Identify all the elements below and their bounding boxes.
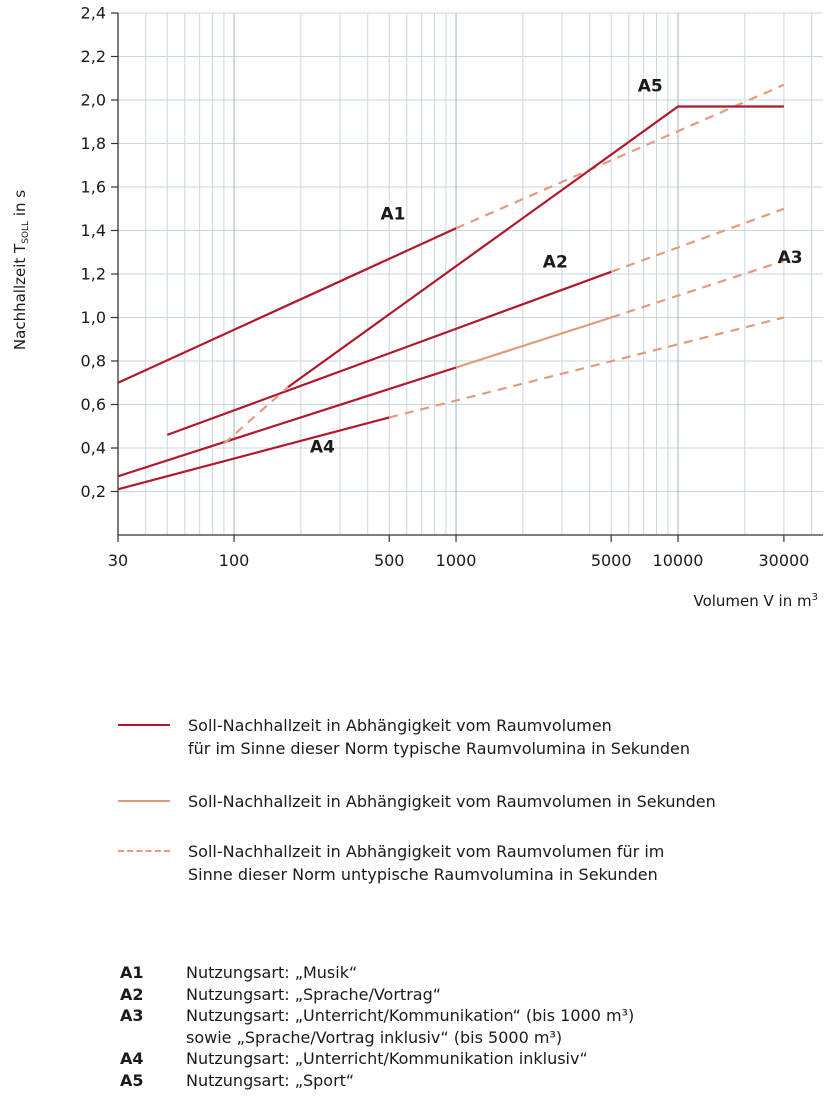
y-tick-label: 0,4 <box>80 438 106 458</box>
series-line-a1-typical <box>118 228 456 382</box>
legend-text-line: für im Sinne dieser Norm typische Raumvolumina in Sekunden <box>188 739 690 758</box>
x-tick-label: 10000 <box>652 551 704 570</box>
usage-description-line: Nutzungsart: „Unterricht/Kommunikation inklusiv“ <box>186 1049 588 1068</box>
series-line-a3-normal <box>456 318 611 368</box>
legend-item <box>118 714 690 760</box>
y-tick-label: 0,2 <box>80 482 106 501</box>
x-axis-title: Volumen V in $m^3$ <box>693 592 818 610</box>
curve-label-a5: A5 <box>637 76 663 97</box>
grid <box>118 13 823 535</box>
curve-label-a1: A1 <box>380 204 406 225</box>
y-tick-label: 2,4 <box>80 3 106 23</box>
y-axis-title: Nachhallzeit $T_{SOLL}$ in s <box>11 189 31 351</box>
legend-text-line: Sinne dieser Norm untypische Raumvolumina in Sekunden <box>188 865 658 884</box>
legend-swatch-typical <box>118 714 170 734</box>
y-tick-label: 0,8 <box>80 351 106 371</box>
legend-text <box>188 790 716 813</box>
x-tick-label: 100 <box>218 551 250 570</box>
usage-description-line: Nutzungsart: „Sport“ <box>186 1070 355 1090</box>
y-tick-label: 2,0 <box>80 90 106 110</box>
x-tick-label: 1000 <box>435 551 477 570</box>
usage-description <box>186 1070 354 1092</box>
x-tick-label: 500 <box>373 551 405 570</box>
y-tick-label: 1,8 <box>80 134 106 153</box>
curve-label-a3: A3 <box>777 248 803 269</box>
usage-description <box>186 984 441 1006</box>
legend-text-line: Soll-Nachhallzeit in Abhängigkeit vom Raumvolumen in Sekunden <box>188 792 716 811</box>
y-tick-label: 1,2 <box>80 264 106 284</box>
usage-description <box>186 962 357 984</box>
usage-description <box>186 1005 634 1048</box>
x-tick-label: 30000 <box>758 551 810 570</box>
usage-code: A1 <box>120 963 144 982</box>
usage-row-a3 <box>120 1005 634 1048</box>
series <box>118 85 784 490</box>
curve-label-a4: A4 <box>309 437 335 458</box>
axes <box>81 4 823 571</box>
x-tick-label: 5000 <box>590 551 632 570</box>
x-tick-label: 30 <box>107 551 129 570</box>
legend-swatch-untypical <box>118 840 170 860</box>
labels <box>310 76 803 457</box>
usage-description-line: Nutzungsart: „Sprache/Vortrag“ <box>186 984 442 1004</box>
series-line-a5-typical <box>288 107 784 388</box>
y-tick-label: 1,0 <box>80 308 106 327</box>
legend-item <box>118 790 716 813</box>
usage-description-line: Nutzungsart: „Musik“ <box>186 963 358 982</box>
series-line-a3-typical <box>118 368 456 477</box>
usage-row-a5 <box>120 1070 634 1092</box>
series-line-a2-untypical <box>611 209 784 272</box>
y-tick-label: 1,6 <box>80 177 106 197</box>
usage-types <box>120 962 634 1091</box>
legend-text-line: Soll-Nachhallzeit in Abhängigkeit vom Raumvolumen für im <box>188 842 665 861</box>
usage-description <box>186 1048 588 1070</box>
legend-item <box>118 840 664 886</box>
usage-row-a2 <box>120 984 634 1006</box>
y-tick-label: 0,6 <box>80 395 106 414</box>
usage-row-a1 <box>120 962 634 984</box>
usage-code: A3 <box>120 1006 144 1025</box>
series-line-a3-untypical <box>611 261 784 318</box>
y-tick-label: 2,2 <box>80 47 106 66</box>
series-line-a4-typical <box>118 418 389 490</box>
curve-label-a2: A2 <box>542 252 568 273</box>
usage-description-line: Nutzungsart: „Unterricht/Kommunikation“ (bis 1000 m³) <box>186 1006 635 1025</box>
legend-swatch-normal <box>118 790 170 810</box>
legend-text-line: Soll-Nachhallzeit in Abhängigkeit vom Raumvolumen <box>188 716 612 735</box>
usage-code: A5 <box>120 1070 144 1090</box>
legend-text <box>188 714 690 760</box>
usage-description-line: sowie „Sprache/Vortrag inklusiv“ (bis 5000 m³) <box>186 1027 563 1047</box>
usage-code: A4 <box>120 1049 144 1068</box>
usage-row-a4 <box>120 1048 634 1070</box>
legend-text <box>188 840 664 886</box>
y-tick-label: 1,4 <box>80 221 106 240</box>
usage-code: A2 <box>120 984 144 1004</box>
